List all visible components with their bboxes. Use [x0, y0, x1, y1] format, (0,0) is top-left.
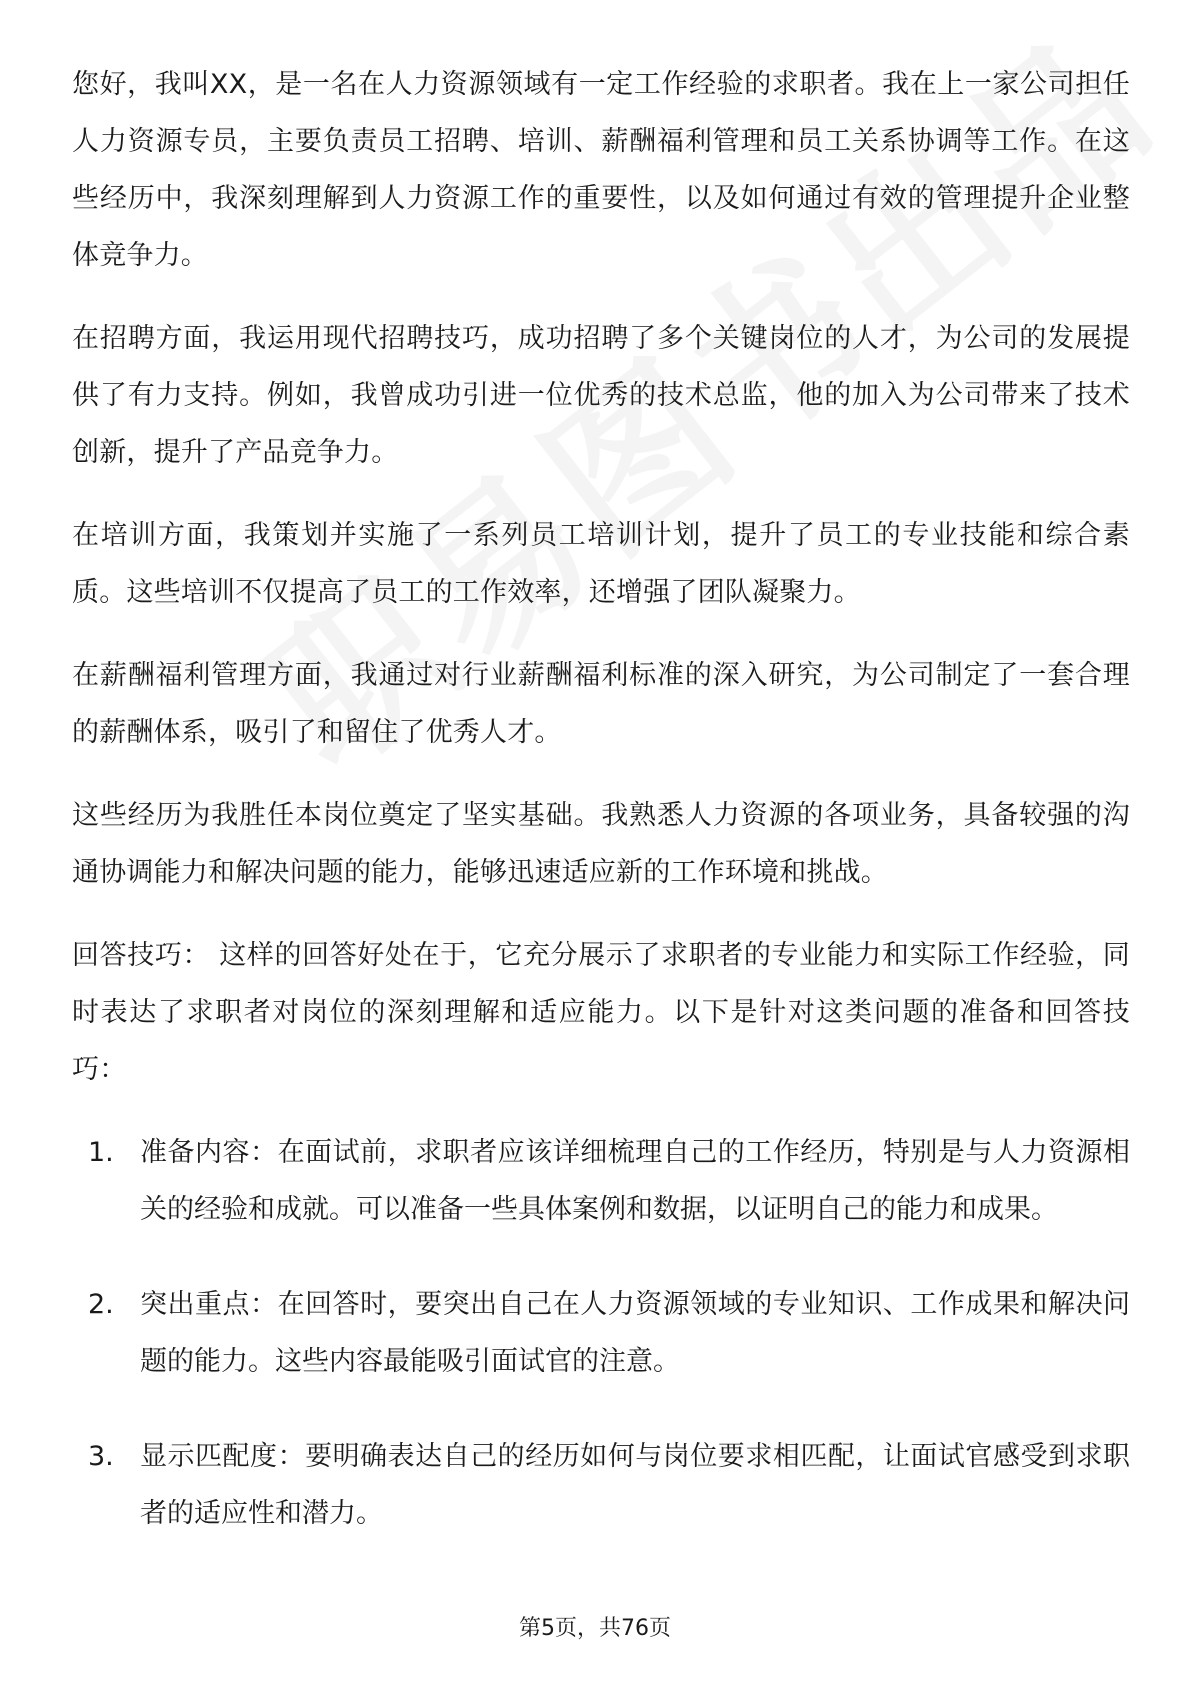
tips-list: [72, 1124, 1130, 1542]
list-item-number: 3.: [88, 1441, 114, 1472]
paragraph-recruitment: 在招聘方面，我运用现代招聘技巧，成功招聘了多个关键岗位的人才，为公司的发展提供了有力支持。例如，我曾成功引进一位优秀的技术总监，他的加入为公司带来了技术创新，提升了产品竞争力。: [72, 323, 1130, 468]
paragraph-compensation: 在薪酬福利管理方面，我通过对行业薪酬福利标准的深入研究，为公司制定了一套合理的薪酬体系，吸引了和留住了优秀人才。: [72, 660, 1130, 748]
list-item: [72, 1428, 1130, 1542]
list-item-text: 突出重点：在回答时，要突出自己在人力资源领域的专业知识、工作成果和解决问题的能力。这些内容最能吸引面试官的注意。: [140, 1289, 1130, 1377]
list-item-text: 显示匹配度：要明确表达自己的经历如何与岗位要求相匹配，让面试官感受到求职者的适应性和潜力。: [140, 1441, 1130, 1529]
document-body: [72, 56, 1130, 1580]
paragraph-answer-tips: 回答技巧： 这样的回答好处在于，它充分展示了求职者的专业能力和实际工作经验，同时表达了求职者对岗位的深刻理解和适应能力。以下是针对这类问题的准备和回答技巧：: [72, 940, 1130, 1085]
paragraph-training: 在培训方面，我策划并实施了一系列员工培训计划，提升了员工的专业技能和综合素质。这些培训不仅提高了员工的工作效率，还增强了团队凝聚力。: [72, 520, 1130, 608]
list-item: [72, 1276, 1130, 1390]
page-number: 第5页，共76页: [519, 1616, 671, 1641]
list-item: [72, 1124, 1130, 1238]
paragraph-intro: 您好，我叫XX，是一名在人力资源领域有一定工作经验的求职者。我在上一家公司担任人力资源专员，主要负责员工招聘、培训、薪酬福利管理和员工关系协调等工作。在这些经历中，我深刻理解到人力资源工作的重要性，以及如何通过有效的管理提升企业整体竞争力。: [72, 69, 1130, 271]
list-item-number: 2.: [88, 1289, 114, 1320]
list-item-text: 准备内容：在面试前，求职者应该详细梳理自己的工作经历，特别是与人力资源相关的经验和成就。可以准备一些具体案例和数据，以证明自己的能力和成果。: [140, 1137, 1130, 1225]
list-item-number: 1.: [88, 1137, 114, 1168]
paragraph-summary: 这些经历为我胜任本岗位奠定了坚实基础。我熟悉人力资源的各项业务，具备较强的沟通协调能力和解决问题的能力，能够迅速适应新的工作环境和挑战。: [72, 800, 1130, 888]
